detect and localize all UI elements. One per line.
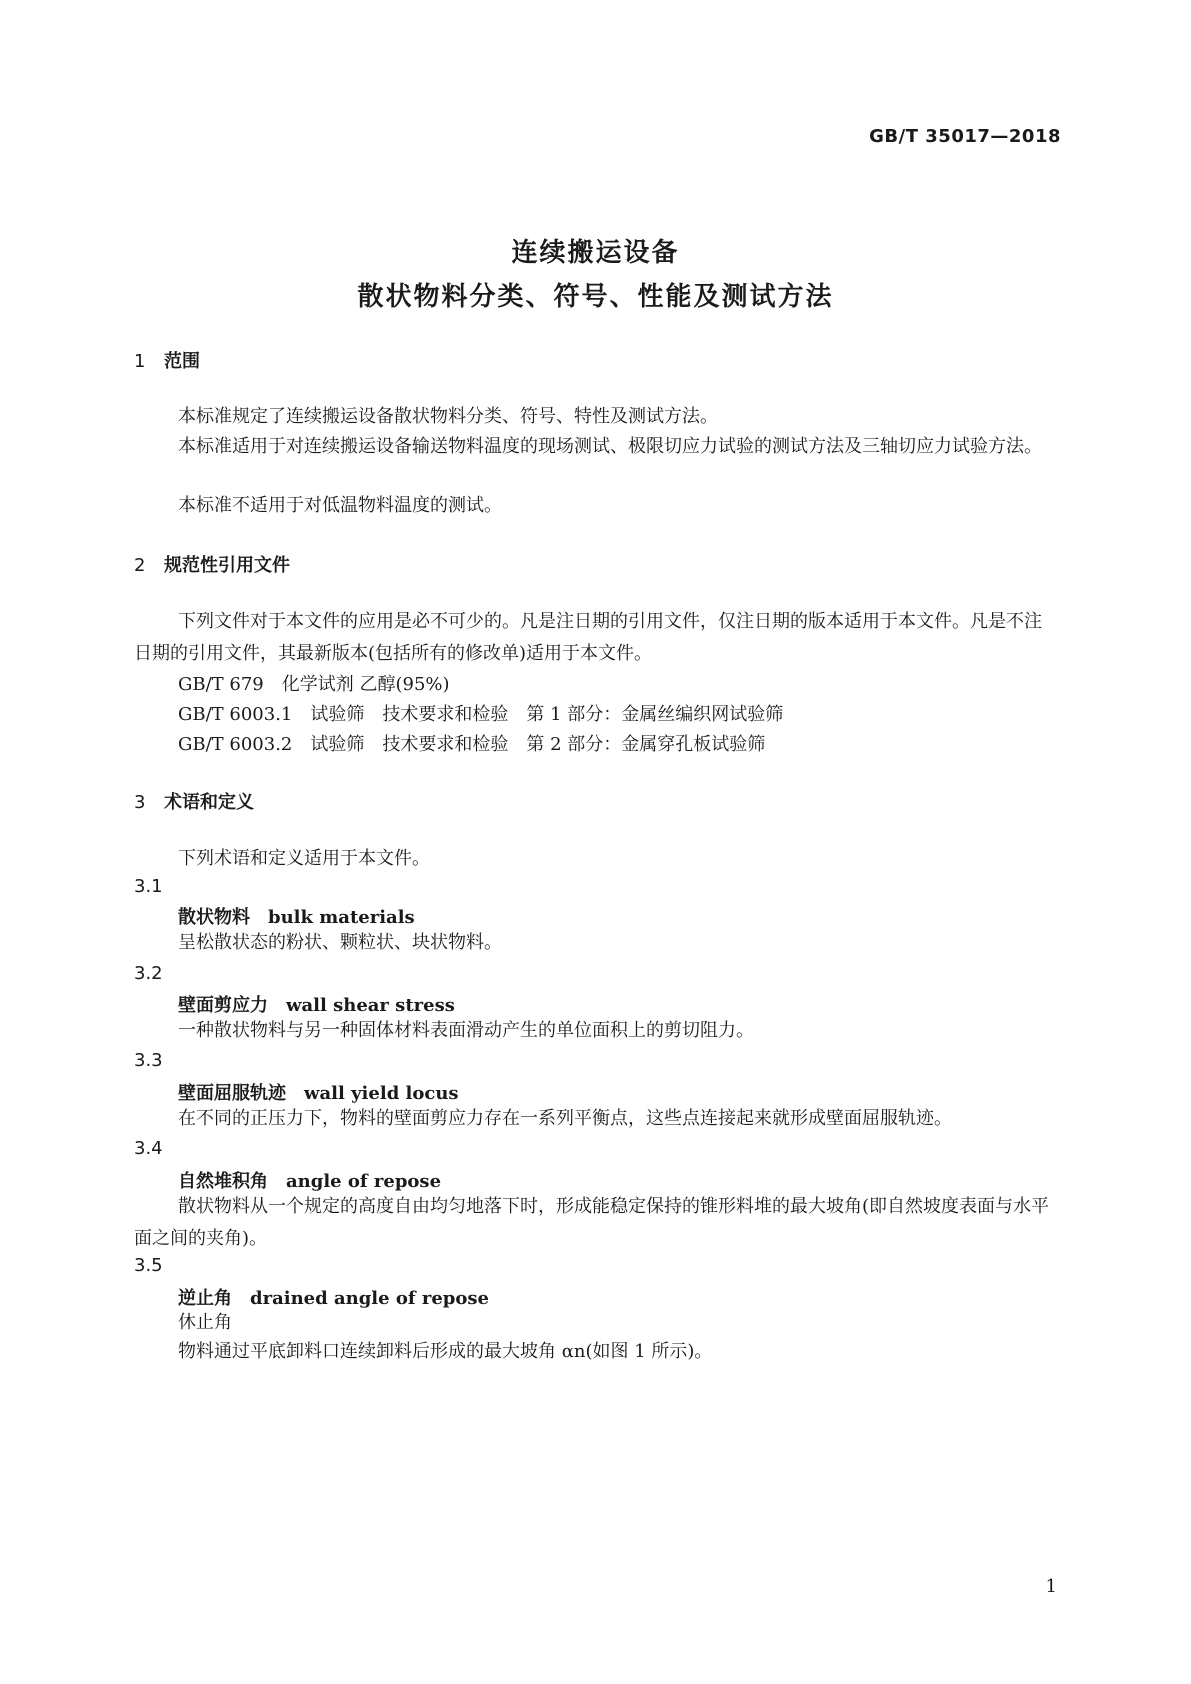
term-zh: 散状物料 (178, 907, 250, 928)
reference-item: GB/T 6003.1 试验筛 技术要求和检验 第 1 部分：金属丝编织网试验筛 (178, 704, 784, 725)
term-zh: 壁面屈服轨迹 (178, 1083, 286, 1104)
term-title (178, 1079, 459, 1105)
document-title-line1: 连续搬运设备 (511, 238, 680, 268)
term-definition: 物料通过平底卸料口连续卸料后形成的最大坡角 αn(如图 1 所示)。 (178, 1341, 713, 1362)
scope-paragraph-3: 本标准不适用于对低温物料温度的测试。 (178, 495, 502, 516)
term-number: 3.5 (134, 1255, 163, 1276)
scope-paragraph-2: 本标准适用于对连续搬运设备输送物料温度的现场测试、极限切应力试验的测试方法及三轴切应力试验方法。 (178, 436, 1042, 457)
term-number: 3.3 (134, 1050, 163, 1071)
section-number: 3 (134, 792, 146, 813)
term-en: wall shear stress (286, 995, 455, 1016)
term-definition: 在不同的正压力下，物料的壁面剪应力存在一系列平衡点，这些点连接起来就形成壁面屈服轨迹。 (178, 1108, 952, 1129)
term-alias: 休止角 (178, 1312, 232, 1333)
term-zh: 壁面剪应力 (178, 995, 268, 1016)
section-3-heading (134, 788, 254, 814)
section-number: 2 (134, 555, 146, 576)
term-zh: 自然堆积角 (178, 1171, 268, 1192)
term-zh: 逆止角 (178, 1288, 232, 1309)
reference-item: GB/T 679 化学试剂 乙醇(95%) (178, 674, 450, 695)
term-en: angle of repose (286, 1171, 442, 1192)
section-number: 1 (134, 351, 146, 372)
page-number: 1 (1045, 1576, 1057, 1597)
section-title: 范围 (164, 351, 200, 372)
terms-intro: 下列术语和定义适用于本文件。 (178, 848, 430, 869)
term-definition: 一种散状物料与另一种固体材料表面滑动产生的单位面积上的剪切阻力。 (178, 1020, 754, 1041)
term-number: 3.2 (134, 963, 163, 984)
section-title: 术语和定义 (164, 792, 254, 813)
term-number: 3.1 (134, 876, 163, 897)
standard-number: GB/T 35017—2018 (869, 126, 1061, 147)
reference-item: GB/T 6003.2 试验筛 技术要求和检验 第 2 部分：金属穿孔板试验筛 (178, 734, 766, 755)
term-title (178, 991, 455, 1017)
term-en: wall yield locus (304, 1083, 459, 1104)
section-1-heading (134, 347, 200, 373)
term-en: drained angle of repose (250, 1288, 489, 1309)
term-en: bulk materials (268, 907, 415, 928)
term-definition: 呈松散状态的粉状、颗粒状、块状物料。 (178, 932, 502, 953)
normative-paragraph: 下列文件对于本文件的应用是必不可少的。凡是注日期的引用文件，仅注日期的版本适用于本文件。凡是不注日期的引用文件，其最新版本(包括所有的修改单)适用于本文件。 (134, 611, 1042, 664)
section-2-heading (134, 551, 290, 577)
term-number: 3.4 (134, 1138, 163, 1159)
term-title (178, 1167, 441, 1193)
term-definition: 散状物料从一个规定的高度自由均匀地落下时，形成能稳定保持的锥形料堆的最大坡角(即自然坡度表面与水平面之间的夹角)。 (134, 1196, 1050, 1249)
section-title: 规范性引用文件 (164, 555, 290, 576)
scope-paragraph-1: 本标准规定了连续搬运设备散状物料分类、符号、特性及测试方法。 (178, 406, 718, 427)
term-title (178, 903, 415, 929)
document-title-line2: 散状物料分类、符号、性能及测试方法 (357, 282, 834, 312)
